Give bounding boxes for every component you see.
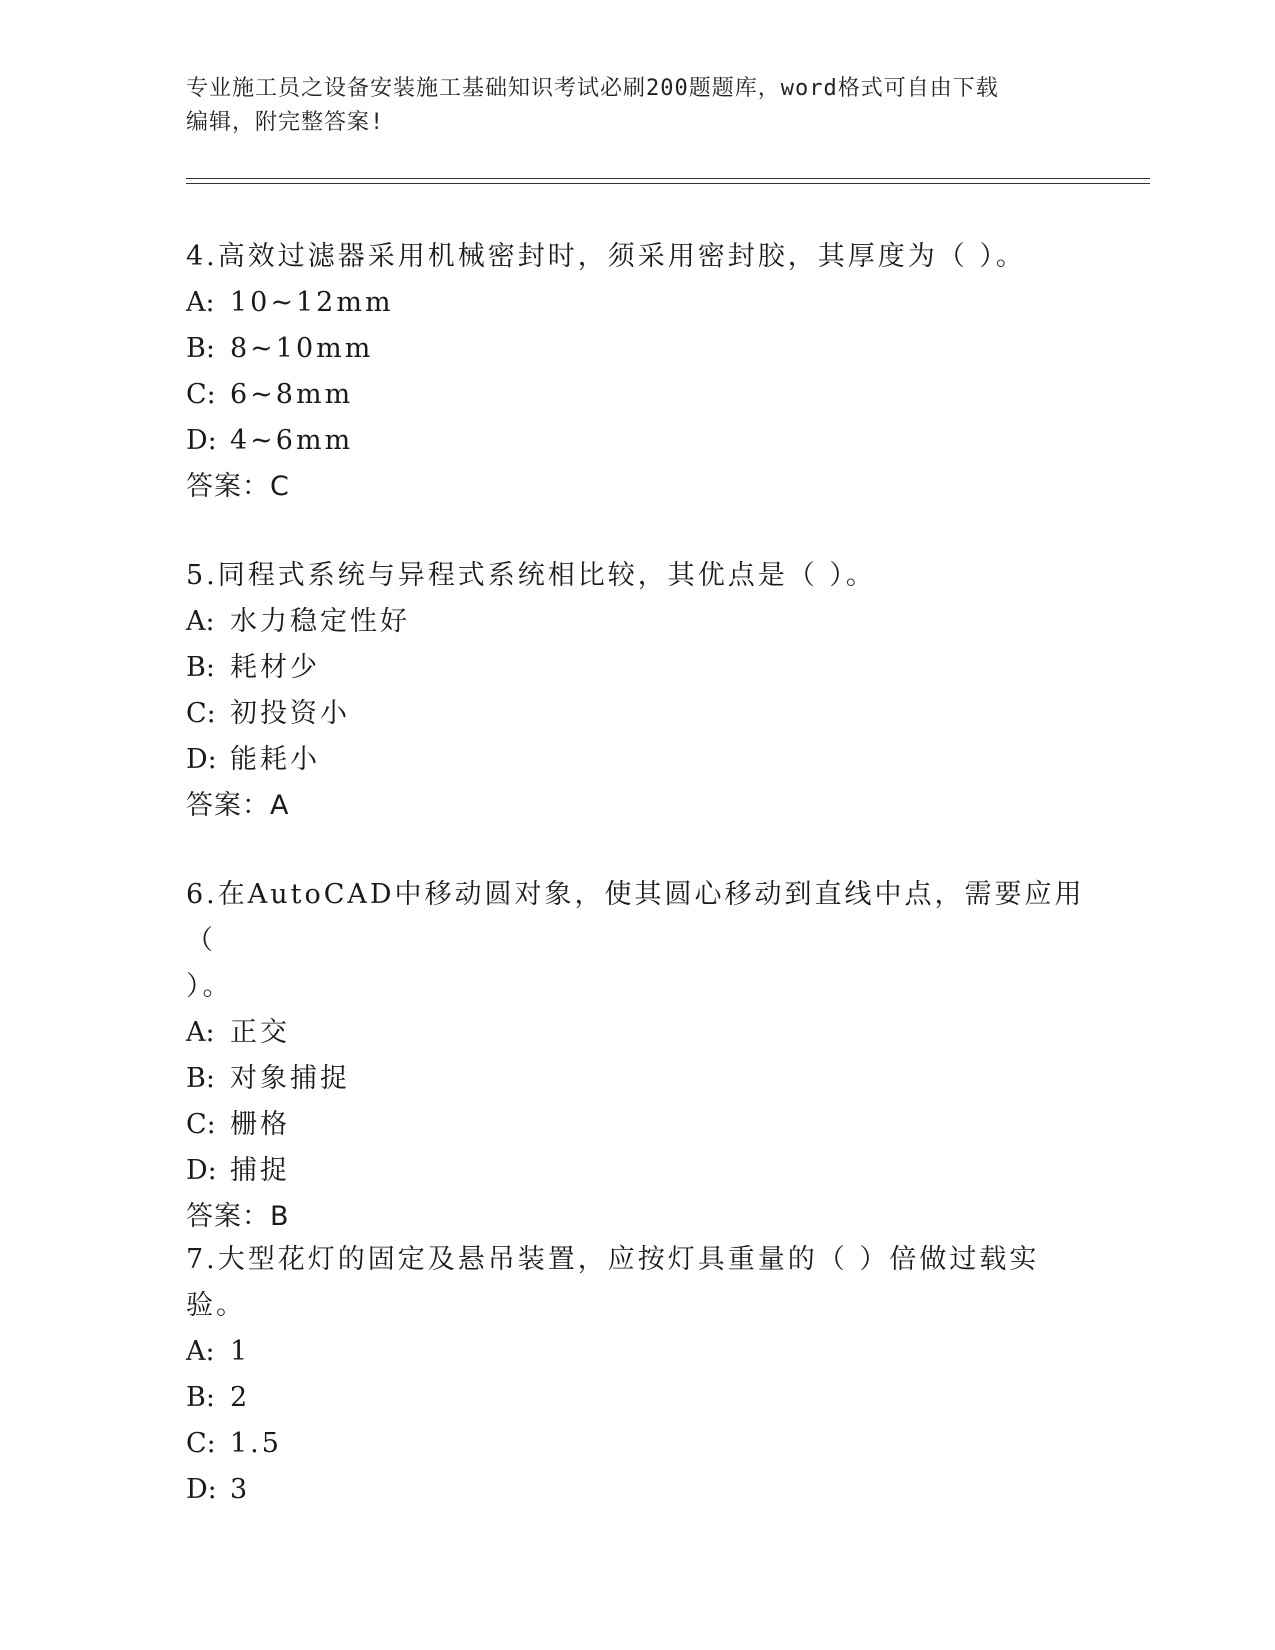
question-5 [186, 553, 1086, 829]
option-text: 8~10mm [230, 333, 374, 364]
option-text: 捕捉 [230, 1155, 290, 1186]
option-text: 初投资小 [230, 698, 350, 729]
question-stem: 4.高效过滤器采用机械密封时，须采用密封胶，其厚度为（ ）。 [186, 241, 1026, 272]
option-c [186, 1421, 1086, 1467]
question-4 [186, 234, 1086, 510]
answer-line: 答案：A [186, 790, 290, 821]
header-line-2: 编辑，附完整答案! [186, 110, 385, 135]
option-label: A: [186, 287, 215, 318]
option-label: C: [186, 698, 216, 729]
option-b [186, 1056, 1086, 1102]
option-d [186, 1148, 1086, 1194]
option-text: 栅格 [230, 1109, 290, 1140]
option-text: 3 [230, 1474, 251, 1505]
option-c [186, 1102, 1086, 1148]
option-text: 10~12mm [230, 287, 394, 318]
option-text: 正交 [230, 1017, 290, 1048]
option-a [186, 280, 1086, 326]
option-text: 对象捕捉 [230, 1063, 350, 1094]
option-text: 2 [230, 1382, 251, 1413]
option-c [186, 372, 1086, 418]
option-label: C: [186, 379, 216, 410]
option-label: D: [186, 425, 217, 456]
option-label: B: [186, 1382, 215, 1413]
question-7 [186, 1237, 1086, 1513]
question-stem: 5.同程式系统与异程式系统相比较，其优点是（ ）。 [186, 560, 876, 591]
option-c [186, 691, 1086, 737]
option-label: D: [186, 744, 217, 775]
option-d [186, 737, 1086, 783]
option-label: A: [186, 1336, 215, 1367]
option-text: 能耗小 [230, 744, 320, 775]
question-stem-line-1: 6.在AutoCAD中移动圆对象，使其圆心移动到直线中点，需要应用（ [186, 879, 1085, 956]
answer-line: 答案：C [186, 471, 290, 502]
question-6 [186, 872, 1086, 1240]
document-header [186, 72, 1066, 140]
header-line-1: 专业施工员之设备安装施工基础知识考试必刷200题题库，word格式可自由下载 [186, 76, 999, 101]
option-label: B: [186, 333, 215, 364]
option-b [186, 326, 1086, 372]
header-divider-top [186, 178, 1150, 179]
option-a [186, 1329, 1086, 1375]
option-label: A: [186, 606, 215, 637]
option-text: 1.5 [230, 1428, 282, 1459]
option-text: 4~6mm [230, 425, 354, 456]
option-d [186, 418, 1086, 464]
answer-line: 答案：B [186, 1201, 290, 1232]
option-b [186, 645, 1086, 691]
option-a [186, 1010, 1086, 1056]
option-text: 耗材少 [230, 652, 320, 683]
question-stem-line-2: ）。 [186, 971, 233, 1002]
option-label: D: [186, 1474, 217, 1505]
option-label: A: [186, 1017, 215, 1048]
option-b [186, 1375, 1086, 1421]
option-text: 1 [230, 1336, 251, 1367]
option-label: B: [186, 652, 215, 683]
option-label: C: [186, 1428, 216, 1459]
option-label: B: [186, 1063, 215, 1094]
header-divider-bottom [186, 183, 1150, 184]
question-stem: 7.大型花灯的固定及悬吊装置，应按灯具重量的（ ）倍做过载实验。 [186, 1244, 1040, 1321]
option-d [186, 1467, 1086, 1513]
option-a [186, 599, 1086, 645]
option-text: 水力稳定性好 [230, 606, 410, 637]
option-label: D: [186, 1155, 217, 1186]
option-label: C: [186, 1109, 216, 1140]
option-text: 6~8mm [230, 379, 354, 410]
